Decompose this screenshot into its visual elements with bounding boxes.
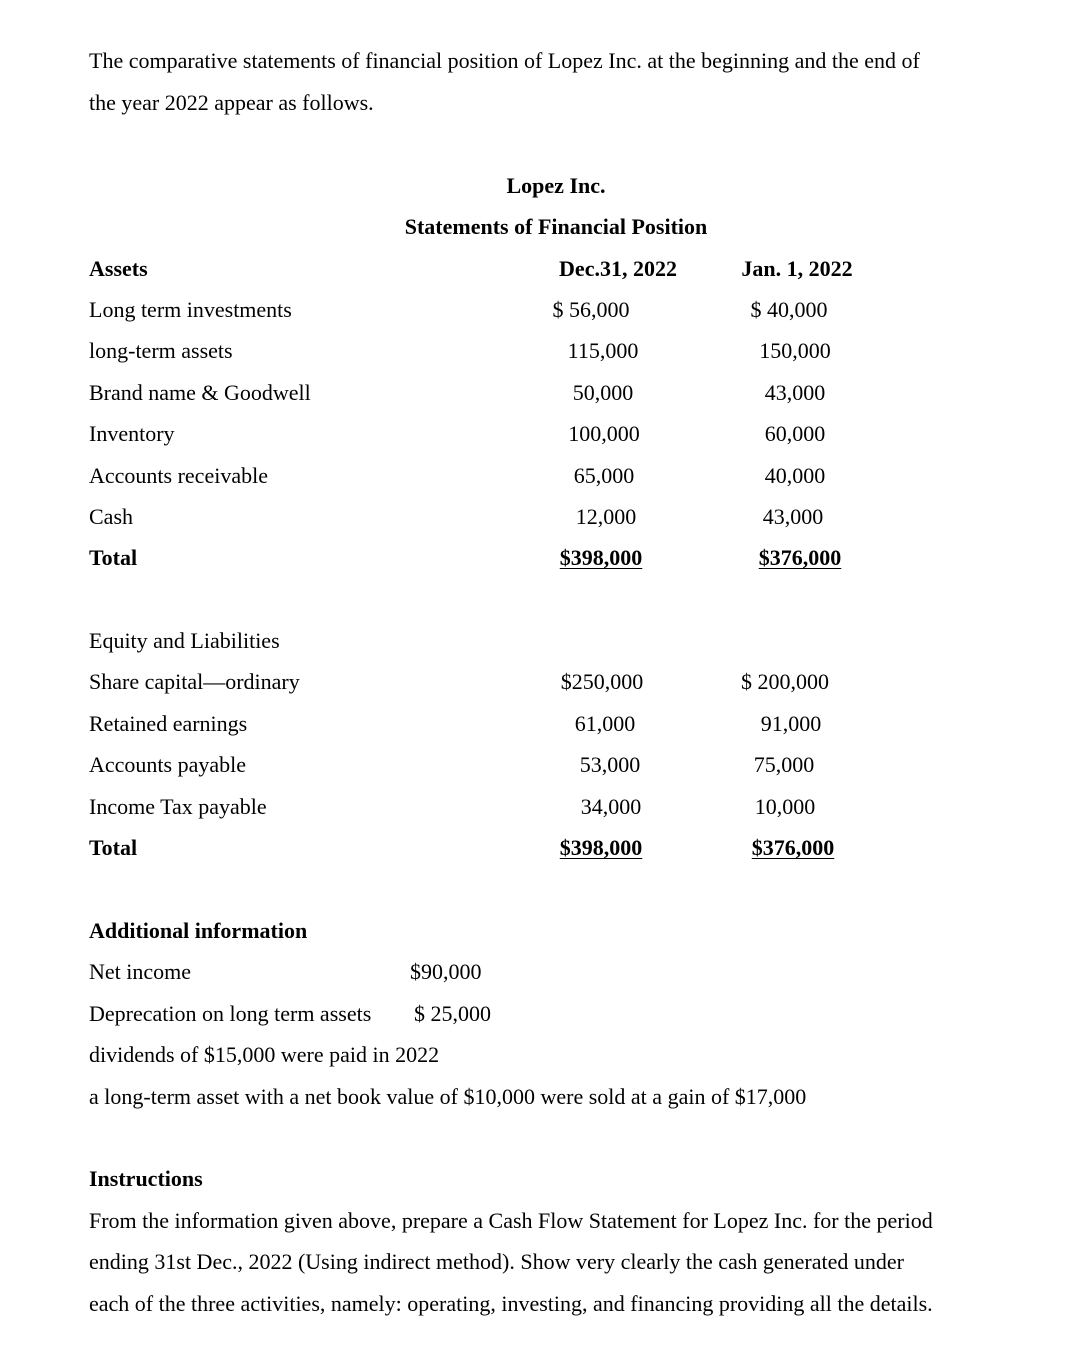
net-income-label: Net income (89, 959, 192, 984)
asset-sale-note: a long-term asset with a net book value of $10,000 were sold at a gain of $17,000 (89, 1084, 807, 1109)
assets-total-label: Total (89, 545, 138, 570)
depreciation-label: Deprecation on long term assets (89, 1001, 372, 1026)
equity-dec-value: 34,000 (580, 794, 642, 819)
equity-label: Income Tax payable (89, 794, 267, 819)
equity-dec-value: $250,000 (560, 669, 644, 694)
depreciation-value: $ 25,000 (414, 1001, 491, 1026)
instructions-line-1: From the information given above, prepare a Cash Flow Statement for Lopez Inc. for the period (89, 1208, 933, 1233)
equity-dec-value: 53,000 (579, 752, 641, 777)
equity-total-jan: $376,000 (751, 835, 835, 860)
intro-line-2: the year 2022 appear as follows. (89, 90, 374, 115)
asset-jan-value: 60,000 (764, 421, 826, 446)
asset-dec-value: 50,000 (572, 380, 634, 405)
asset-jan-value: 40,000 (764, 463, 826, 488)
asset-jan-value: 150,000 (759, 338, 831, 363)
asset-label: Inventory (89, 421, 175, 446)
equity-jan-value: 91,000 (760, 711, 822, 736)
equity-jan-value: 10,000 (754, 794, 816, 819)
col-jan-header: Jan. 1, 2022 (741, 256, 853, 281)
col-dec-header: Dec.31, 2022 (559, 256, 677, 281)
instructions-line-2: ending 31st Dec., 2022 (Using indirect method). Show very clearly the cash generated under (89, 1249, 904, 1274)
asset-label: Long term investments (89, 297, 292, 322)
asset-jan-value: 43,000 (764, 380, 826, 405)
asset-jan-value: $ 40,000 (750, 297, 828, 322)
equity-header: Equity and Liabilities (89, 628, 280, 653)
statement-title: Statements of Financial Position (404, 214, 708, 239)
asset-label: long-term assets (89, 338, 233, 363)
company-name: Lopez Inc. (506, 173, 606, 198)
asset-dec-value: $ 56,000 (552, 297, 630, 322)
instructions-header: Instructions (89, 1166, 203, 1191)
asset-dec-value: 115,000 (567, 338, 639, 363)
assets-header: Assets (89, 256, 148, 281)
equity-jan-value: $ 200,000 (741, 669, 829, 694)
asset-dec-value: 65,000 (573, 463, 635, 488)
instructions-line-3: each of the three activities, namely: operating, investing, and financing providing all the details. (89, 1291, 933, 1316)
assets-total-jan: $376,000 (758, 545, 842, 570)
equity-total-label: Total (89, 835, 138, 860)
intro-line-1: The comparative statements of financial position of Lopez Inc. at the beginning and the end of (89, 48, 920, 73)
equity-jan-value: 75,000 (753, 752, 815, 777)
additional-info-header: Additional information (89, 918, 308, 943)
equity-dec-value: 61,000 (574, 711, 636, 736)
assets-total-dec: $398,000 (559, 545, 643, 570)
asset-jan-value: 43,000 (762, 504, 824, 529)
equity-label: Retained earnings (89, 711, 248, 736)
dividends-note: dividends of $15,000 were paid in 2022 (89, 1042, 440, 1067)
equity-label: Accounts payable (89, 752, 246, 777)
asset-dec-value: 12,000 (575, 504, 637, 529)
net-income-value: $90,000 (410, 959, 482, 984)
asset-dec-value: 100,000 (568, 421, 640, 446)
equity-label: Share capital—ordinary (89, 669, 300, 694)
asset-label: Cash (89, 504, 133, 529)
asset-label: Accounts receivable (89, 463, 268, 488)
equity-total-dec: $398,000 (559, 835, 643, 860)
asset-label: Brand name & Goodwell (89, 380, 311, 405)
